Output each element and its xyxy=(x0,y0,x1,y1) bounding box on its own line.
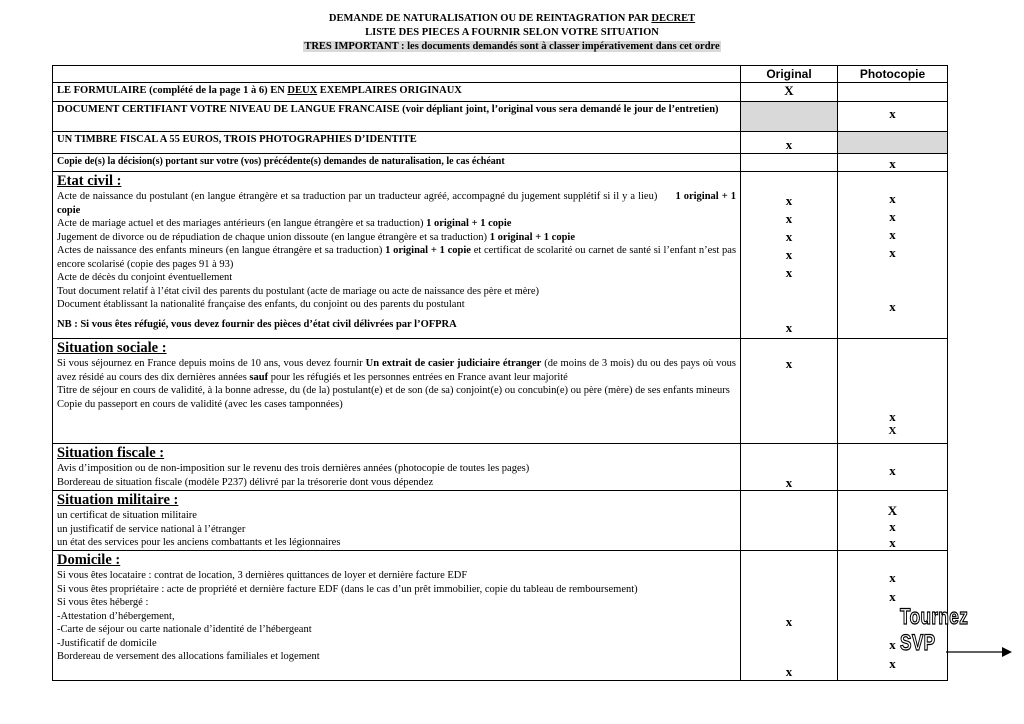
list-item: un état des services pour les anciens combattants et les légionnaires xyxy=(57,537,341,548)
list-item: un justificatif de service national à l’étranger xyxy=(57,523,246,535)
doc-timbre: UN TIMBRE FISCAL A 55 EUROS, TROIS PHOTOGRAPHIES D’IDENTITE xyxy=(53,132,741,153)
section-title: Situation sociale : xyxy=(57,340,167,356)
nb-note: NB : Si vous êtes réfugié, vous devez fournir des pièces d’état civil délivrées par l’OFPRA xyxy=(57,318,457,330)
list-item: -Carte de séjour ou carte nationale d’identité de l’hébergeant xyxy=(57,624,312,635)
mark-original: x xyxy=(785,265,793,280)
row-copie xyxy=(53,153,947,171)
title-line-2: LISTE DES PIECES A FOURNIR SELON VOTRE SITUATION xyxy=(365,27,659,38)
table-header-row xyxy=(53,66,947,82)
mark-original: x xyxy=(785,247,793,262)
list-item: un certificat de situation militaire xyxy=(57,510,197,521)
list-item: Si vous êtes hébergé : xyxy=(57,597,149,608)
row-etat-civil xyxy=(53,171,947,338)
arrow-right-icon xyxy=(946,646,1012,658)
mark-original: x xyxy=(785,356,793,371)
row-langue xyxy=(53,101,947,131)
list-item: Avis d’imposition ou de non-imposition sur le revenu des trois dernières années (photocopie de toutes les pages) xyxy=(57,463,530,474)
row-domicile xyxy=(53,550,947,680)
doc-situation-sociale xyxy=(53,339,741,443)
mark-photocopie: x xyxy=(889,227,896,242)
list-item: Bordereau de situation fiscale (modèle P237) délivré par la trésorerie dont vous dépendez xyxy=(57,476,434,488)
mark-photocopie: x xyxy=(889,299,896,314)
column-photocopie: Photocopie xyxy=(859,67,926,81)
mark-photocopie: x xyxy=(889,637,896,652)
list-item: Si vous êtes locataire : contrat de location, 3 dernières quittances de loyer et dernière facture EDF xyxy=(57,570,468,581)
list-item: Jugement de divorce ou de répudiation de chaque union dissoute (en langue étrangère et sa traduction) 1 original + 1 copie xyxy=(57,231,575,243)
mark-photocopie: x xyxy=(889,191,896,206)
mark-photocopie: x xyxy=(889,106,896,121)
mark-original: x xyxy=(785,664,793,679)
doc-langue: DOCUMENT CERTIFIANT VOTRE NIVEAU DE LANGUE FRANCAISE (voir dépliant joint, l’original vous sera demandé le jour de l’entretien) xyxy=(53,102,741,131)
list-item: Si vous êtes propriétaire : acte de propriété et dernière facture EDF (dans le cas d’un prêt immobilier, copie du tableau de remboursement) xyxy=(57,583,638,595)
row-situation-fiscale xyxy=(53,443,947,490)
column-original: Original xyxy=(741,66,838,82)
mark-original: x xyxy=(785,137,793,152)
section-title: Domicile : xyxy=(57,552,121,568)
mark-original: x xyxy=(785,211,793,226)
row-situation-militaire xyxy=(53,490,947,550)
list-item: Acte de mariage actuel et des mariages antérieurs (en langue étrangère et sa traduction) 1 original + 1 copie xyxy=(57,218,512,229)
list-item: Titre de séjour en cours de validité, à la bonne adresse, du (de la) postulant(e) et de son (de sa) conjoint(e) ou concubin(e) ou père (mère) de ses enfants mineurs xyxy=(57,385,730,396)
mark-original: x xyxy=(785,229,793,244)
list-item: Actes de naissance des enfants mineurs (en langue étrangère et sa traduction) 1 original + 1 copie et certificat de scolarité ou carnet de santé si l’enfant n’est pas encore scolarisé (copie des pages 91 à 93) xyxy=(57,245,737,270)
documents-table xyxy=(52,65,948,681)
list-item: -Justificatif de domicile xyxy=(57,637,157,649)
list-item: Document établissant la nationalité française des enfants, du conjoint ou des parents du postulant xyxy=(57,299,465,310)
mark-photocopie: x xyxy=(889,463,896,478)
mark-photocopie: x xyxy=(889,570,896,585)
tournez-svp-label: Tournez SVP xyxy=(900,604,969,655)
doc-copie: Copie de(s) la décision(s) portant sur votre (vos) précédente(s) demandes de naturalisation, le cas échéant xyxy=(53,154,741,171)
row-situation-sociale xyxy=(53,338,947,443)
mark-photocopie: x xyxy=(889,245,896,260)
mark-photocopie: x xyxy=(889,656,896,671)
mark-photocopie: X xyxy=(887,503,898,518)
mark-photocopie: x xyxy=(889,409,896,424)
row-formulaire xyxy=(53,82,947,101)
mark-photocopie: x xyxy=(889,209,896,224)
doc-situation-militaire xyxy=(53,491,741,550)
mark-original: x xyxy=(785,193,793,208)
list-item: Bordereau de versement des allocations familiales et logement xyxy=(57,651,320,662)
list-item: Si vous séjournez en France depuis moins de 10 ans, vous devez fournir Un extrait de casier judiciaire étranger (de moins de 3 mois) du ou des pays où vous avez résidé au cours des dix dernières années sauf pour les réfugiés et les personnes entrées en France avant leur majorité xyxy=(57,358,736,383)
mark-original: X xyxy=(784,83,794,98)
mark-photocopie: X xyxy=(888,425,897,437)
mark-photocopie: x xyxy=(889,156,896,171)
title-line-1: DEMANDE DE NATURALISATION OU DE REINTAGRATION PAR DECRET xyxy=(328,13,696,24)
list-item: Copie du passeport en cours de validité (avec les cases tamponnées) xyxy=(57,398,343,410)
section-title: Situation militaire : xyxy=(57,492,179,508)
row-timbre xyxy=(53,131,947,153)
mark-original: x xyxy=(785,320,793,335)
list-item: Tout document relatif à l’état civil des parents du postulant (acte de mariage ou acte de naissance des père et mère) xyxy=(57,285,540,297)
section-title: Etat civil : xyxy=(57,173,122,189)
section-title: Situation fiscale : xyxy=(57,445,165,461)
mark-original: x xyxy=(785,475,793,490)
title-line-3: TRES IMPORTANT : les documents demandés sont à classer impérativement dans cet ordre xyxy=(304,41,720,52)
mark-original: x xyxy=(785,614,793,629)
doc-domicile xyxy=(53,551,741,680)
mark-photocopie: x xyxy=(889,535,896,550)
doc-situation-fiscale xyxy=(53,444,741,490)
doc-etat-civil xyxy=(53,172,741,338)
list-item: -Attestation d’hébergement, xyxy=(57,610,175,622)
mark-photocopie: x xyxy=(889,589,896,604)
list-item: Acte de naissance du postulant (en langue étrangère et sa traduction par un traducteur agréé, accompagné du jugement supplétif si il y a lieu) 1 original + 1 copie xyxy=(57,191,736,216)
doc-formulaire: LE FORMULAIRE (complété de la page 1 à 6) EN DEUX EXEMPLAIRES ORIGINAUX xyxy=(53,83,741,101)
list-item: Acte de décès du conjoint éventuellement xyxy=(57,272,233,283)
mark-photocopie: x xyxy=(889,519,896,534)
